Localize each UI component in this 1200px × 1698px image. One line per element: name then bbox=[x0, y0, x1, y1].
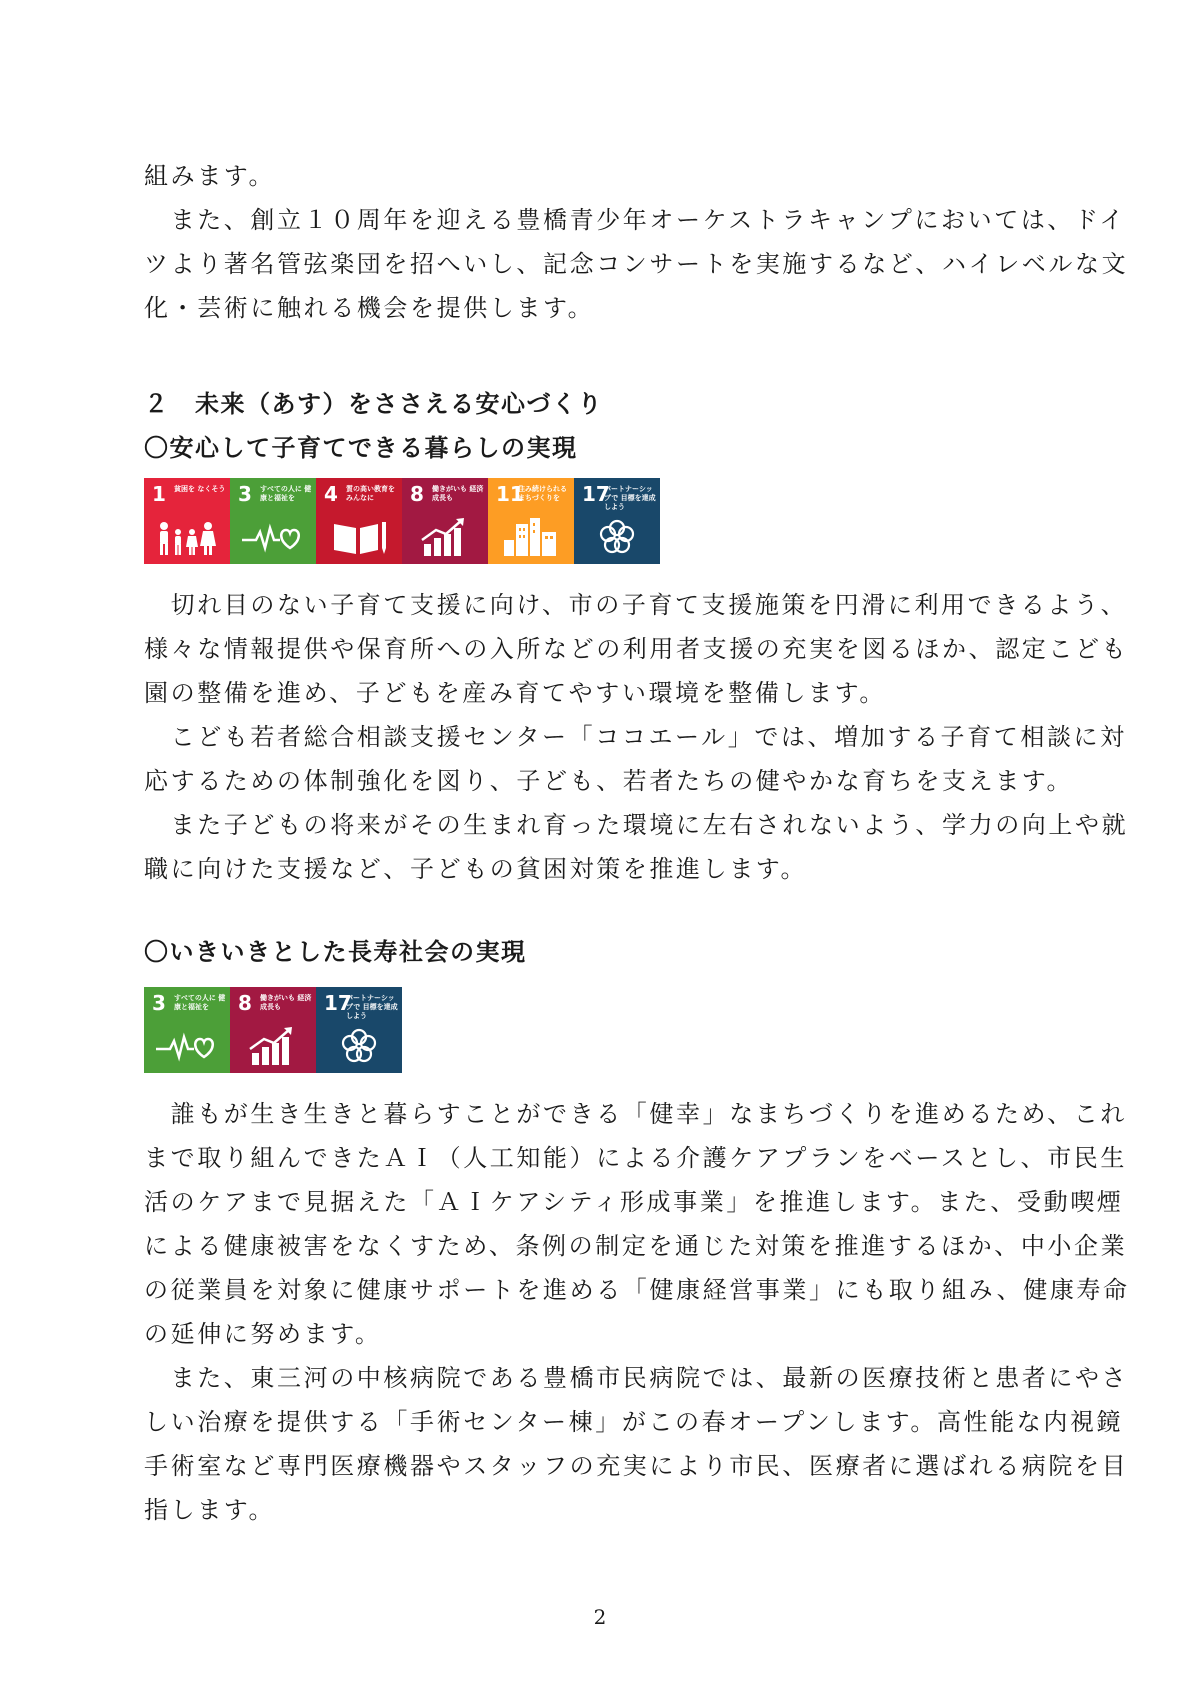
sub1-line-6: また子どもの将来がその生まれ育った環境に左右されないよう、学力の向上や就 bbox=[144, 811, 1129, 839]
sdg-goal-8-tile bbox=[402, 478, 488, 564]
sub2-line-1: 誰もが生き生きと暮らすことができる「健幸」なまちづくりを進めるため、これ bbox=[144, 1100, 1127, 1128]
sub1-line-1: 切れ目のない子育て支援に向け、市の子育て支援施策を円滑に利用できるよう、 bbox=[144, 591, 1128, 619]
sdg-goal-1-tile bbox=[144, 478, 230, 564]
intro-line-1: 組みます。 bbox=[144, 162, 276, 190]
sdg-number: 3 bbox=[238, 482, 252, 506]
sdg-title: 住み続けられる まちづくりを bbox=[518, 485, 567, 502]
intro-line-4: 化・芸術に触れる機会を提供します。 bbox=[144, 294, 595, 322]
sdg-number: 8 bbox=[410, 482, 424, 506]
sdg-goal-11-tile bbox=[488, 478, 574, 564]
page-number: 2 bbox=[593, 1605, 607, 1629]
sub2-line-2: まで取り組んできたＡＩ（人工知能）による介護ケアプランをベースとし、市民生 bbox=[144, 1144, 1127, 1172]
sub2-line-3: 活のケアまで見据えた「ＡＩケアシティ形成事業」を推進します。また、受動喫煙 bbox=[144, 1188, 1124, 1216]
sdg-number: 17 bbox=[582, 482, 610, 506]
sub1-line-3: 園の整備を進め、子どもを産み育てやすい環境を整備します。 bbox=[144, 679, 886, 707]
sub2-line-4: による健康被害をなくすため、条例の制定を通じた対策を推進するほか、中小企業 bbox=[144, 1232, 1128, 1260]
sub1-line-2: 様々な情報提供や保育所への入所などの利用者支援の充実を図るほか、認定こども bbox=[144, 635, 1129, 663]
sub2-line-8: しい治療を提供する「手術センター棟」がこの春オープンします。高性能な内視鏡 bbox=[144, 1408, 1124, 1436]
sdg-title: 働きがいも 経済成長も bbox=[432, 485, 484, 502]
sdg-goal-3-tile bbox=[144, 987, 230, 1073]
sdg-title: 質の高い教育を みんなに bbox=[346, 485, 395, 502]
sub1-line-7: 職に向けた支援など、子どもの貧困対策を推進します。 bbox=[144, 855, 808, 883]
section-title: ２ 未来（あす）をささえる安心づくり bbox=[144, 390, 603, 418]
sdg-number: 1 bbox=[152, 482, 166, 506]
flower-rings-icon bbox=[584, 514, 650, 558]
sdg-title: パートナーシップで 目標を達成しよう bbox=[604, 485, 656, 511]
sdg-number: 4 bbox=[324, 482, 338, 506]
heartbeat-icon bbox=[154, 1023, 220, 1067]
subsection2-title: 〇いきいきとした長寿社会の実現 bbox=[144, 938, 527, 966]
growth-chart-icon bbox=[412, 514, 478, 558]
family-icon bbox=[154, 514, 220, 558]
sub2-line-9: 手術室など専門医療機器やスタッフの充実により市民、医療者に選ばれる病院を目 bbox=[144, 1452, 1129, 1480]
sdg-number: 11 bbox=[496, 482, 524, 506]
sdg-goal-17-tile bbox=[316, 987, 402, 1073]
sdg-number: 3 bbox=[152, 991, 166, 1015]
subsection1-title: 〇安心して子育てできる暮らしの実現 bbox=[144, 434, 578, 462]
sub2-line-6: の延伸に努めます。 bbox=[144, 1320, 382, 1348]
sdg-goal-17-tile bbox=[574, 478, 660, 564]
heartbeat-icon bbox=[240, 514, 306, 558]
sdg-title: 貧困を なくそう bbox=[174, 485, 226, 493]
sdg-title: パートナーシップで 目標を達成しよう bbox=[346, 994, 398, 1020]
sub1-line-5: 応するための体制強化を図り、子ども、若者たちの健やかな育ちを支えます。 bbox=[144, 767, 1074, 795]
sub2-line-5: の従業員を対象に健康サポートを進める「健康経営事業」にも取り組み、健康寿命 bbox=[144, 1276, 1130, 1304]
sdg-title: すべての人に 健康と福祉を bbox=[174, 994, 226, 1011]
sdg-title: すべての人に 健康と福祉を bbox=[260, 485, 312, 502]
flower-rings-icon bbox=[326, 1023, 392, 1067]
sdg-number: 17 bbox=[324, 991, 352, 1015]
intro-line-2: また、創立１０周年を迎える豊橋青少年オーケストラキャンプにおいては、ドイ bbox=[144, 206, 1127, 234]
intro-line-3: ツより著名管弦楽団を招へいし、記念コンサートを実施するなど、ハイレベルな文 bbox=[144, 250, 1129, 278]
sdg-icon-row-1 bbox=[144, 478, 660, 564]
sub1-line-4: こども若者総合相談支援センター「ココエール」では、増加する子育て相談に対 bbox=[144, 723, 1127, 751]
sdg-icon-row-2 bbox=[144, 987, 402, 1073]
sdg-title: 働きがいも 経済成長も bbox=[260, 994, 312, 1011]
sdg-number: 8 bbox=[238, 991, 252, 1015]
sdg-goal-4-tile bbox=[316, 478, 402, 564]
growth-chart-icon bbox=[240, 1023, 306, 1067]
sdg-goal-8-tile bbox=[230, 987, 316, 1073]
city-icon bbox=[498, 514, 564, 558]
sdg-goal-3-tile bbox=[230, 478, 316, 564]
book-icon bbox=[326, 514, 392, 558]
sub2-line-7: また、東三河の中核病院である豊橋市民病院では、最新の医療技術と患者にやさ bbox=[144, 1364, 1129, 1392]
sub2-line-10: 指します。 bbox=[144, 1496, 276, 1524]
